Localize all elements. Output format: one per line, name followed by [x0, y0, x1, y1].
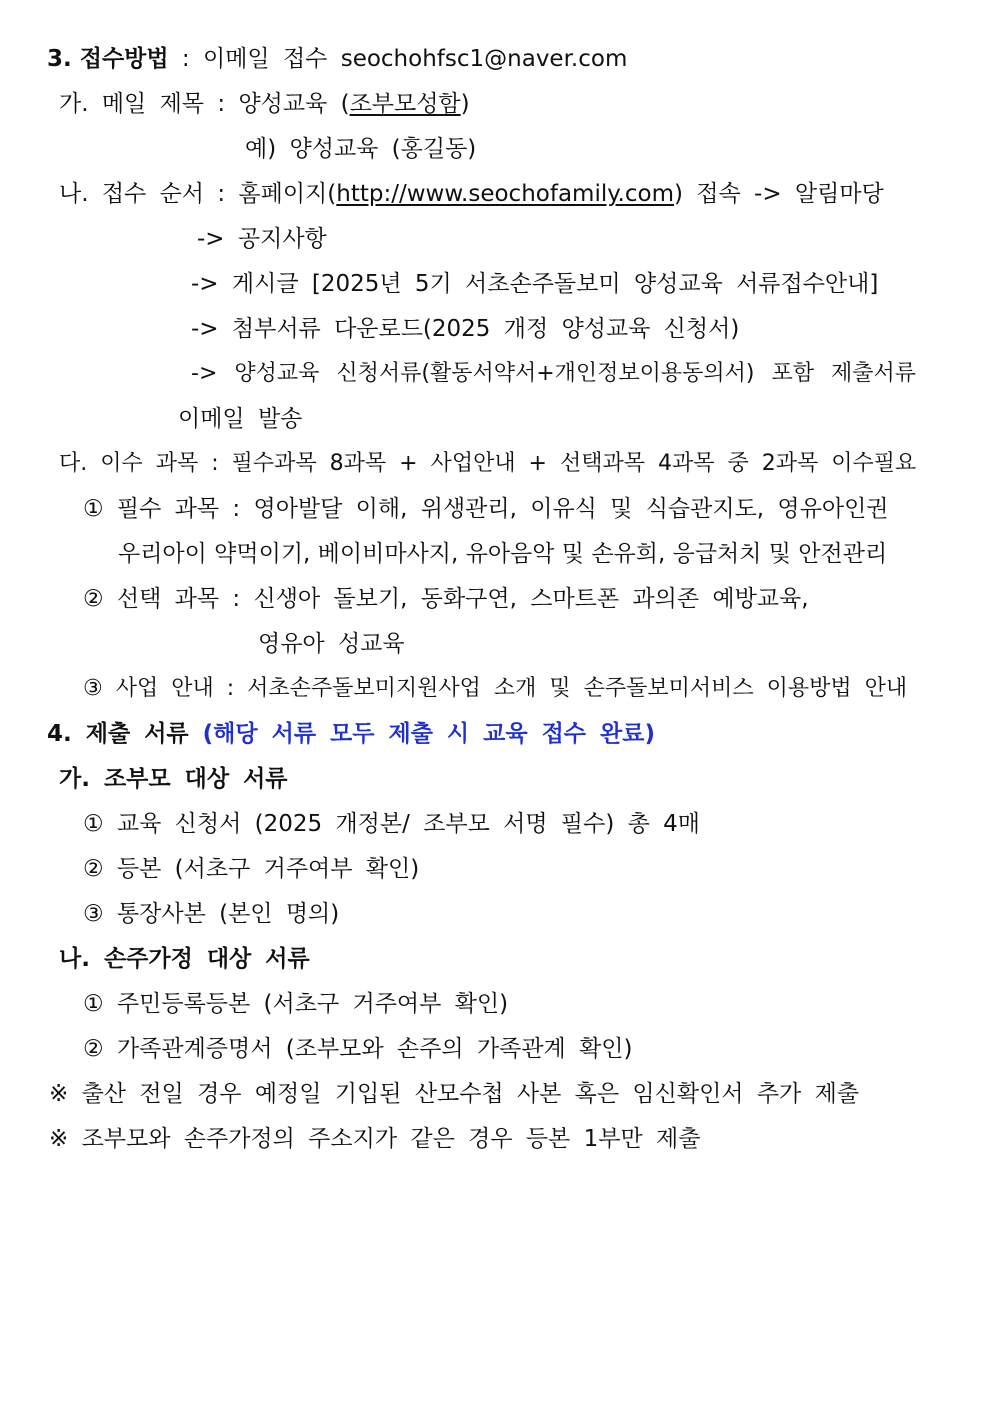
grandchild-doc-item: ② 가족관계증명서 (조부모와 손주의 가족관계 확인)	[83, 1036, 633, 1062]
mail-subject-suffix: )	[460, 91, 470, 117]
homepage-link[interactable]: http://www.seochofamily.com	[336, 181, 674, 207]
grandchild-doc-item: ① 주민등록등본 (서초구 거주여부 확인)	[83, 991, 509, 1017]
note-prenatal: ※ 출산 전일 경우 예정일 기입된 산모수첩 사본 혹은 임신확인서 추가 제출	[49, 1081, 860, 1107]
section3-method: : 이메일 접수 seochohfsc1@naver.com	[168, 46, 628, 72]
business-guide: ③ 사업 안내 : 서초손주돌보미지원사업 소개 및 손주돌보미서비스 이용방법 안내	[83, 676, 908, 701]
receipt-order-prefix: 나. 접수 순서 : 홈페이지(	[59, 181, 337, 207]
section4-title: 4. 제출 서류	[47, 721, 203, 747]
receipt-step-notice: -> 공지사항	[197, 226, 327, 252]
receipt-order-suffix: ) 접속 -> 알림마당	[673, 181, 884, 207]
receipt-step-submit-cont: 이메일 발송	[178, 406, 303, 432]
course-summary: 다. 이수 과목 : 필수과목 8과목 + 사업안내 + 선택과목 4과목 중 2과목 이수필요	[59, 451, 917, 476]
required-courses-cont: 우리아이 약먹이기, 베이비마사지, 유아음악 및 손유희, 응급처치 및 안전관리	[118, 541, 888, 567]
mail-subject-line	[59, 89, 470, 119]
mail-subject-name: 조부모성함	[349, 91, 461, 117]
required-courses: ① 필수 과목 : 영아발달 이해, 위생관리, 이유식 및 식습관지도, 영유아인권	[83, 496, 889, 522]
grandchild-docs-title: 나. 손주가정 대상 서류	[59, 946, 310, 972]
grandparent-doc-item: ③ 통장사본 (본인 명의)	[83, 901, 340, 927]
receipt-order-line	[59, 179, 884, 209]
receipt-step-post: -> 게시글 [2025년 5기 서초손주돌보미 양성교육 서류접수안내]	[191, 271, 879, 297]
section4-heading	[47, 719, 655, 749]
section3-heading	[47, 44, 627, 74]
mail-subject-prefix: 가. 메일 제목 : 양성교육 (	[59, 91, 350, 117]
note-same-address: ※ 조부모와 손주가정의 주소지가 같은 경우 등본 1부만 제출	[49, 1126, 701, 1152]
section3-title: 3. 접수방법	[47, 46, 169, 72]
elective-courses: ② 선택 과목 : 신생아 돌보기, 동화구연, 스마트폰 과의존 예방교육,	[83, 586, 809, 612]
receipt-step-download: -> 첨부서류 다운로드(2025 개정 양성교육 신청서)	[191, 316, 740, 342]
grandparent-doc-item: ① 교육 신청서 (2025 개정본/ 조부모 서명 필수) 총 4매	[83, 811, 700, 837]
mail-subject-example: 예) 양성교육 (홍길동)	[245, 136, 477, 162]
grandparent-doc-item: ② 등본 (서초구 거주여부 확인)	[83, 856, 420, 882]
grandparent-docs-title: 가. 조부모 대상 서류	[59, 766, 288, 792]
section4-note: (해당 서류 모두 제출 시 교육 접수 완료)	[202, 721, 655, 747]
elective-courses-cont: 영유아 성교육	[258, 631, 405, 657]
receipt-step-submit: -> 양성교육 신청서류(활동서약서+개인정보이용동의서) 포함 제출서류	[191, 361, 917, 386]
